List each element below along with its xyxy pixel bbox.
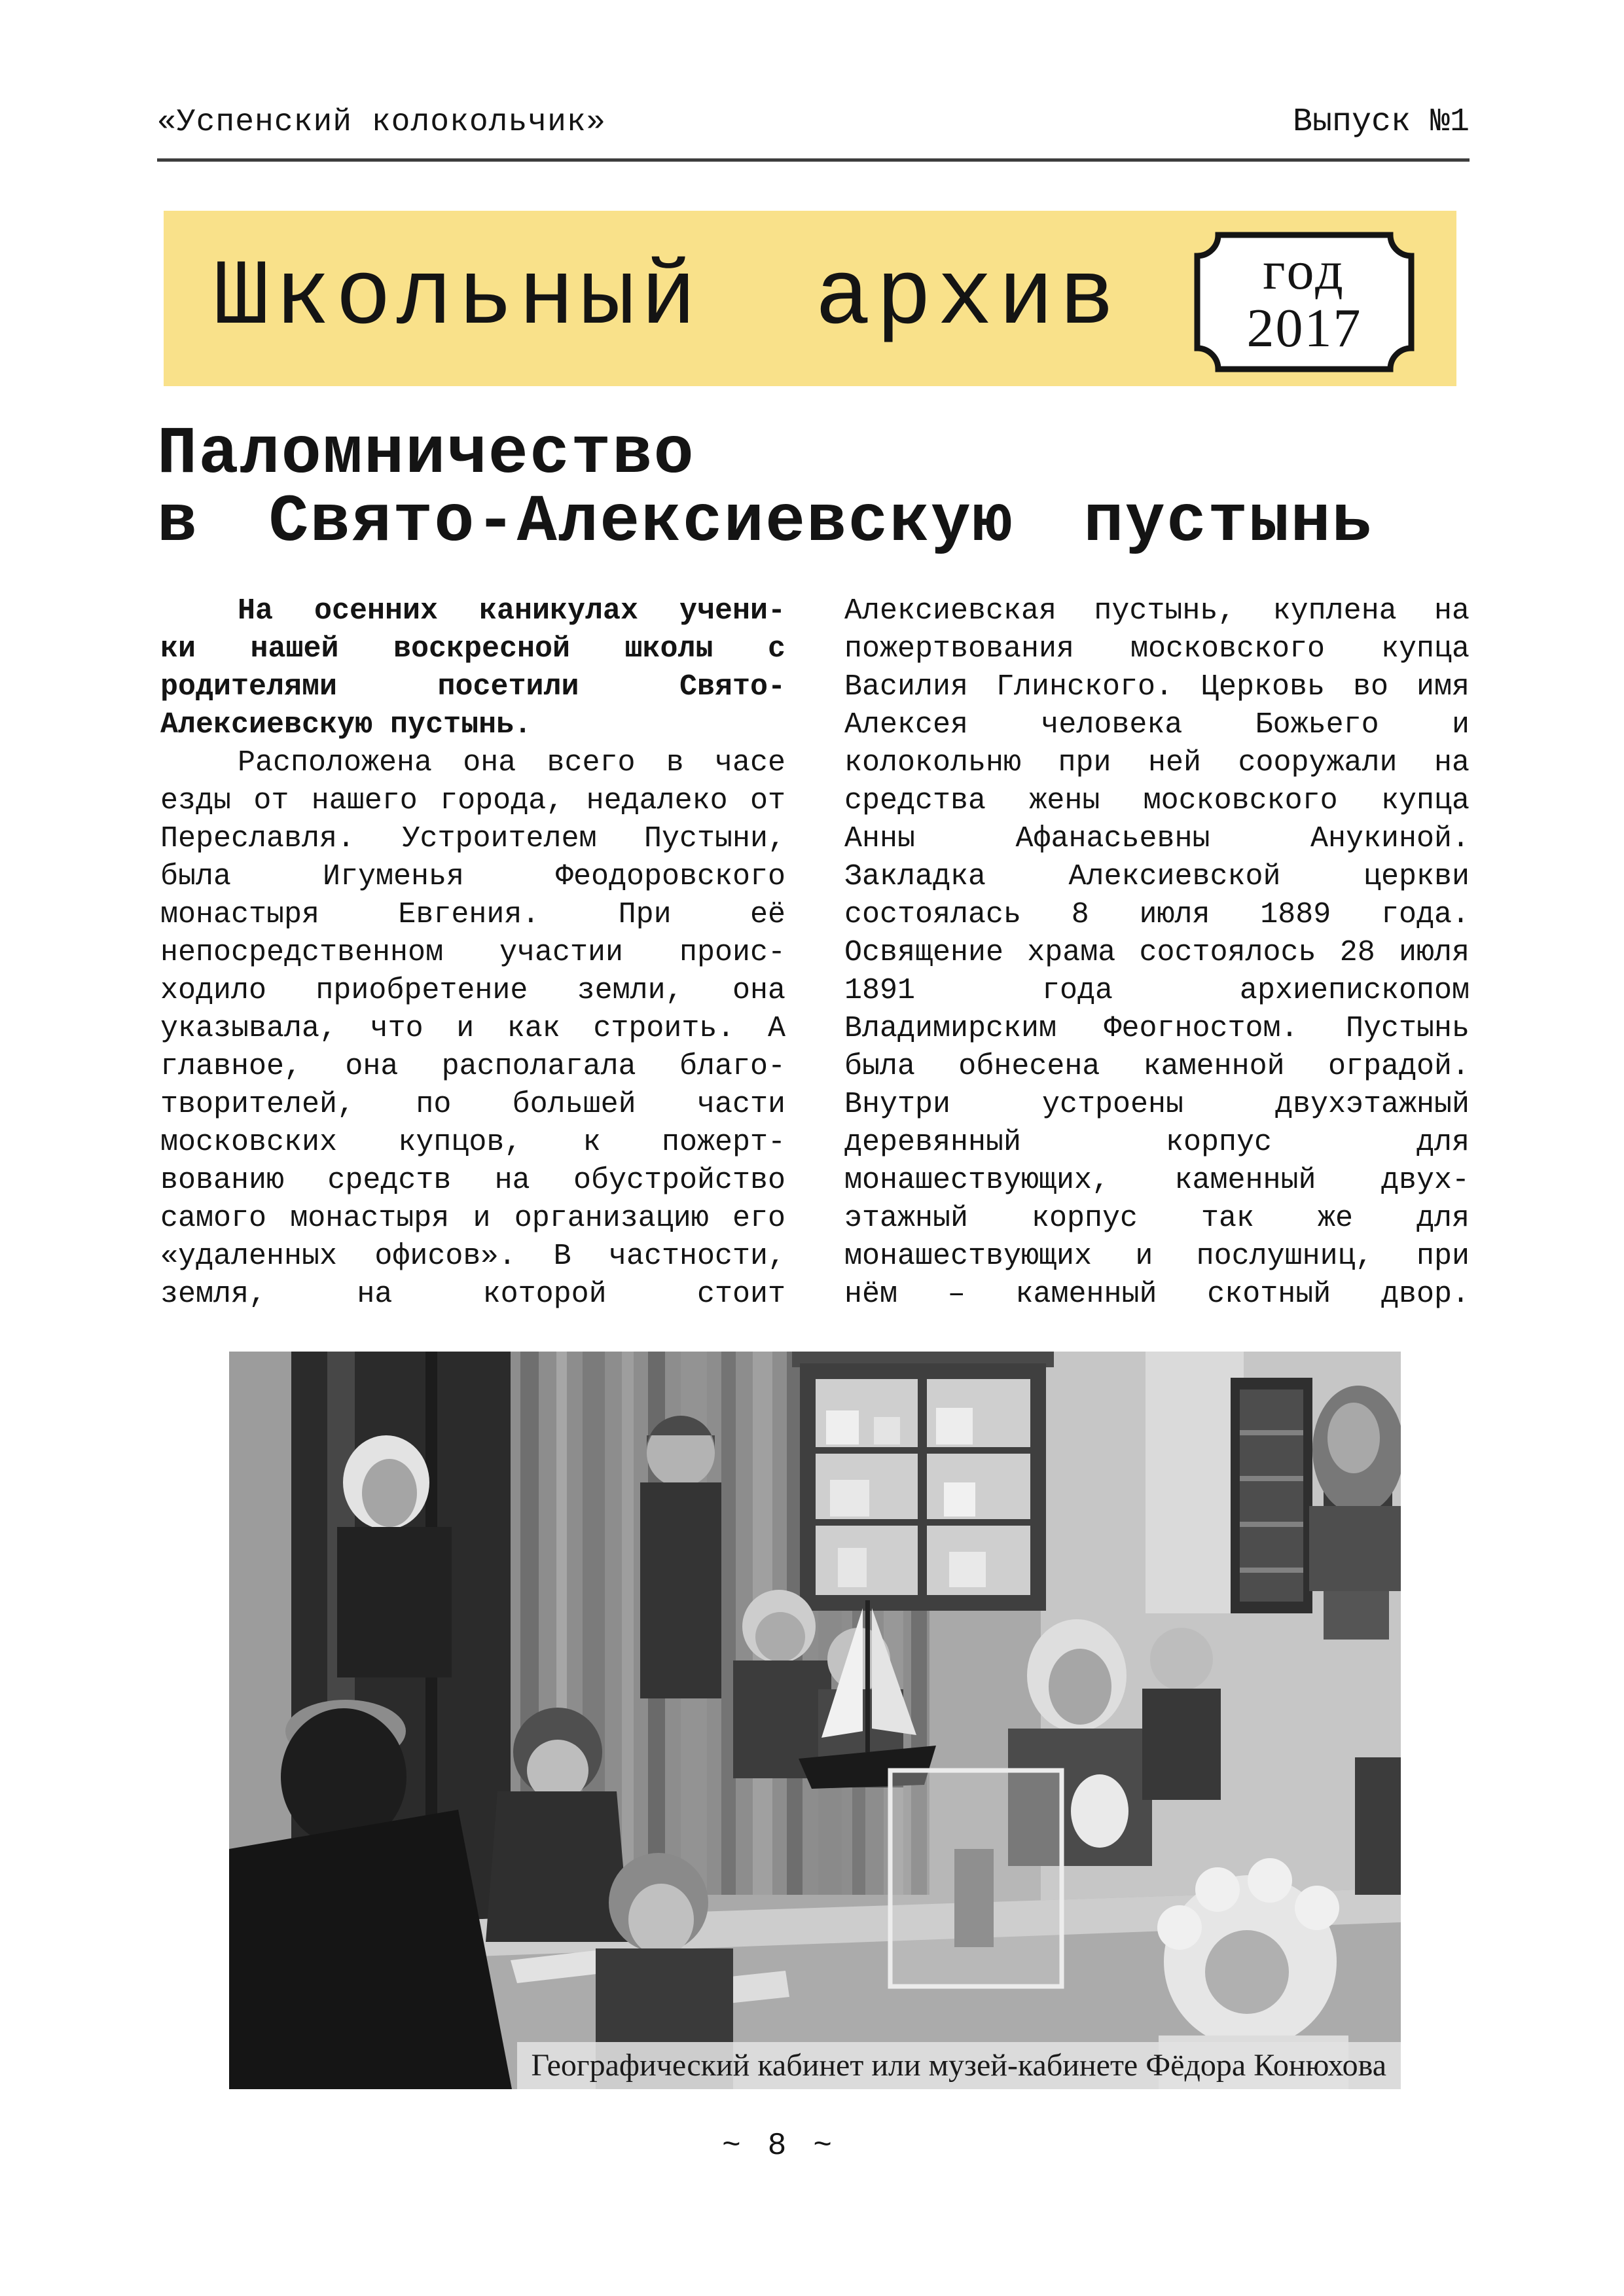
text-line: состоялась 8 июля 1889 года. xyxy=(844,898,1470,931)
text-line: земля, на которой стоит xyxy=(160,1278,785,1311)
text-line: пожертвования московского купца xyxy=(844,632,1470,666)
text-line: Алексиевскую пустынь. xyxy=(160,708,532,742)
text-line: «удаленных офисов». В частности, xyxy=(160,1240,785,1273)
text-line: родителями посетили Свято- xyxy=(160,670,785,704)
header-divider xyxy=(157,158,1470,162)
text-line: Расположена она всего в часе xyxy=(238,746,785,780)
section-title: Школьный архив xyxy=(213,245,1120,351)
text-line: вованию средств на обустройство xyxy=(160,1164,785,1197)
column-right xyxy=(844,592,1470,1314)
issue-number: Выпуск №1 xyxy=(1292,103,1470,141)
text-line: колокольню при ней сооружали на xyxy=(844,746,1470,780)
text-line: московских купцов, к пожерт- xyxy=(160,1126,785,1159)
column-left xyxy=(160,592,785,1314)
text-line: Закладка Алексиевской церкви xyxy=(844,860,1470,893)
article-title-line-2: в Свято-Алексиевскую пустынь xyxy=(157,484,1373,560)
text-line: этажный корпус так же для xyxy=(844,1202,1470,1235)
page-number: ~ 8 ~ xyxy=(721,2128,837,2164)
text-line: монашествующих и послушниц, при xyxy=(844,1240,1470,1273)
text-line: была Игуменья Феодоровского xyxy=(160,860,785,893)
text-line: ходило приобретение земли, она xyxy=(160,974,785,1007)
text-line: средства жены московского купца xyxy=(844,784,1470,817)
text-line: непосредственном участии проис- xyxy=(160,936,785,969)
text-line: монашествующих, каменный двух- xyxy=(844,1164,1470,1197)
text-line: творителей, по большей части xyxy=(160,1088,785,1121)
text-line: деревянный корпус для xyxy=(844,1126,1470,1159)
text-line: Анны Афанасьевны Анукиной. xyxy=(844,822,1470,855)
article-photo xyxy=(229,1352,1401,2089)
text-line: самого монастыря и организацию его xyxy=(160,1202,785,1235)
text-line: Алексиевская пустынь, куплена на xyxy=(844,594,1470,628)
badge-year-value: 2017 xyxy=(1246,298,1362,359)
text-line: нём – каменный скотный двор. xyxy=(844,1278,1470,1311)
text-line: была обнесена каменной оградой. xyxy=(844,1050,1470,1083)
text-line: Внутри устроены двухэтажный xyxy=(844,1088,1470,1121)
text-line: монастыря Евгения. При её xyxy=(160,898,785,931)
badge-year-label: год xyxy=(1263,240,1346,301)
text-line: езды от нашего города, недалеко от xyxy=(160,784,785,817)
newsletter-name: «Успенский колокольчик» xyxy=(157,105,606,140)
text-line: Василия Глинского. Церковь во имя xyxy=(844,670,1470,704)
article-title-line-1: Паломничество xyxy=(157,416,695,492)
cabinet xyxy=(792,1352,1054,1611)
text-line: На осенних каникулах учени- xyxy=(238,594,785,628)
text-line: главное, она располагала благо- xyxy=(160,1050,785,1083)
text-line: Владимирским Феогностом. Пустынь xyxy=(844,1012,1470,1045)
section-banner xyxy=(164,211,1456,386)
text-line: Алексея человека Божьего и xyxy=(844,708,1470,742)
photo-illustration xyxy=(229,1352,1401,2089)
article-title xyxy=(157,416,1373,560)
article-body xyxy=(160,592,1470,1314)
text-line: Переславля. Устроителем Пустыни, xyxy=(160,822,785,855)
text-line: ки нашей воскресной школы с xyxy=(160,632,785,666)
text-line: Освящение храма состоялось 28 июля xyxy=(844,936,1470,969)
text-line: 1891 года архиепископом xyxy=(844,974,1470,1007)
year-badge xyxy=(1194,232,1415,372)
text-line: указывала, что и как строить. А xyxy=(160,1012,785,1045)
photo-caption: Географический кабинет или музей-кабинете Фёдора Конюхова xyxy=(517,2042,1401,2089)
